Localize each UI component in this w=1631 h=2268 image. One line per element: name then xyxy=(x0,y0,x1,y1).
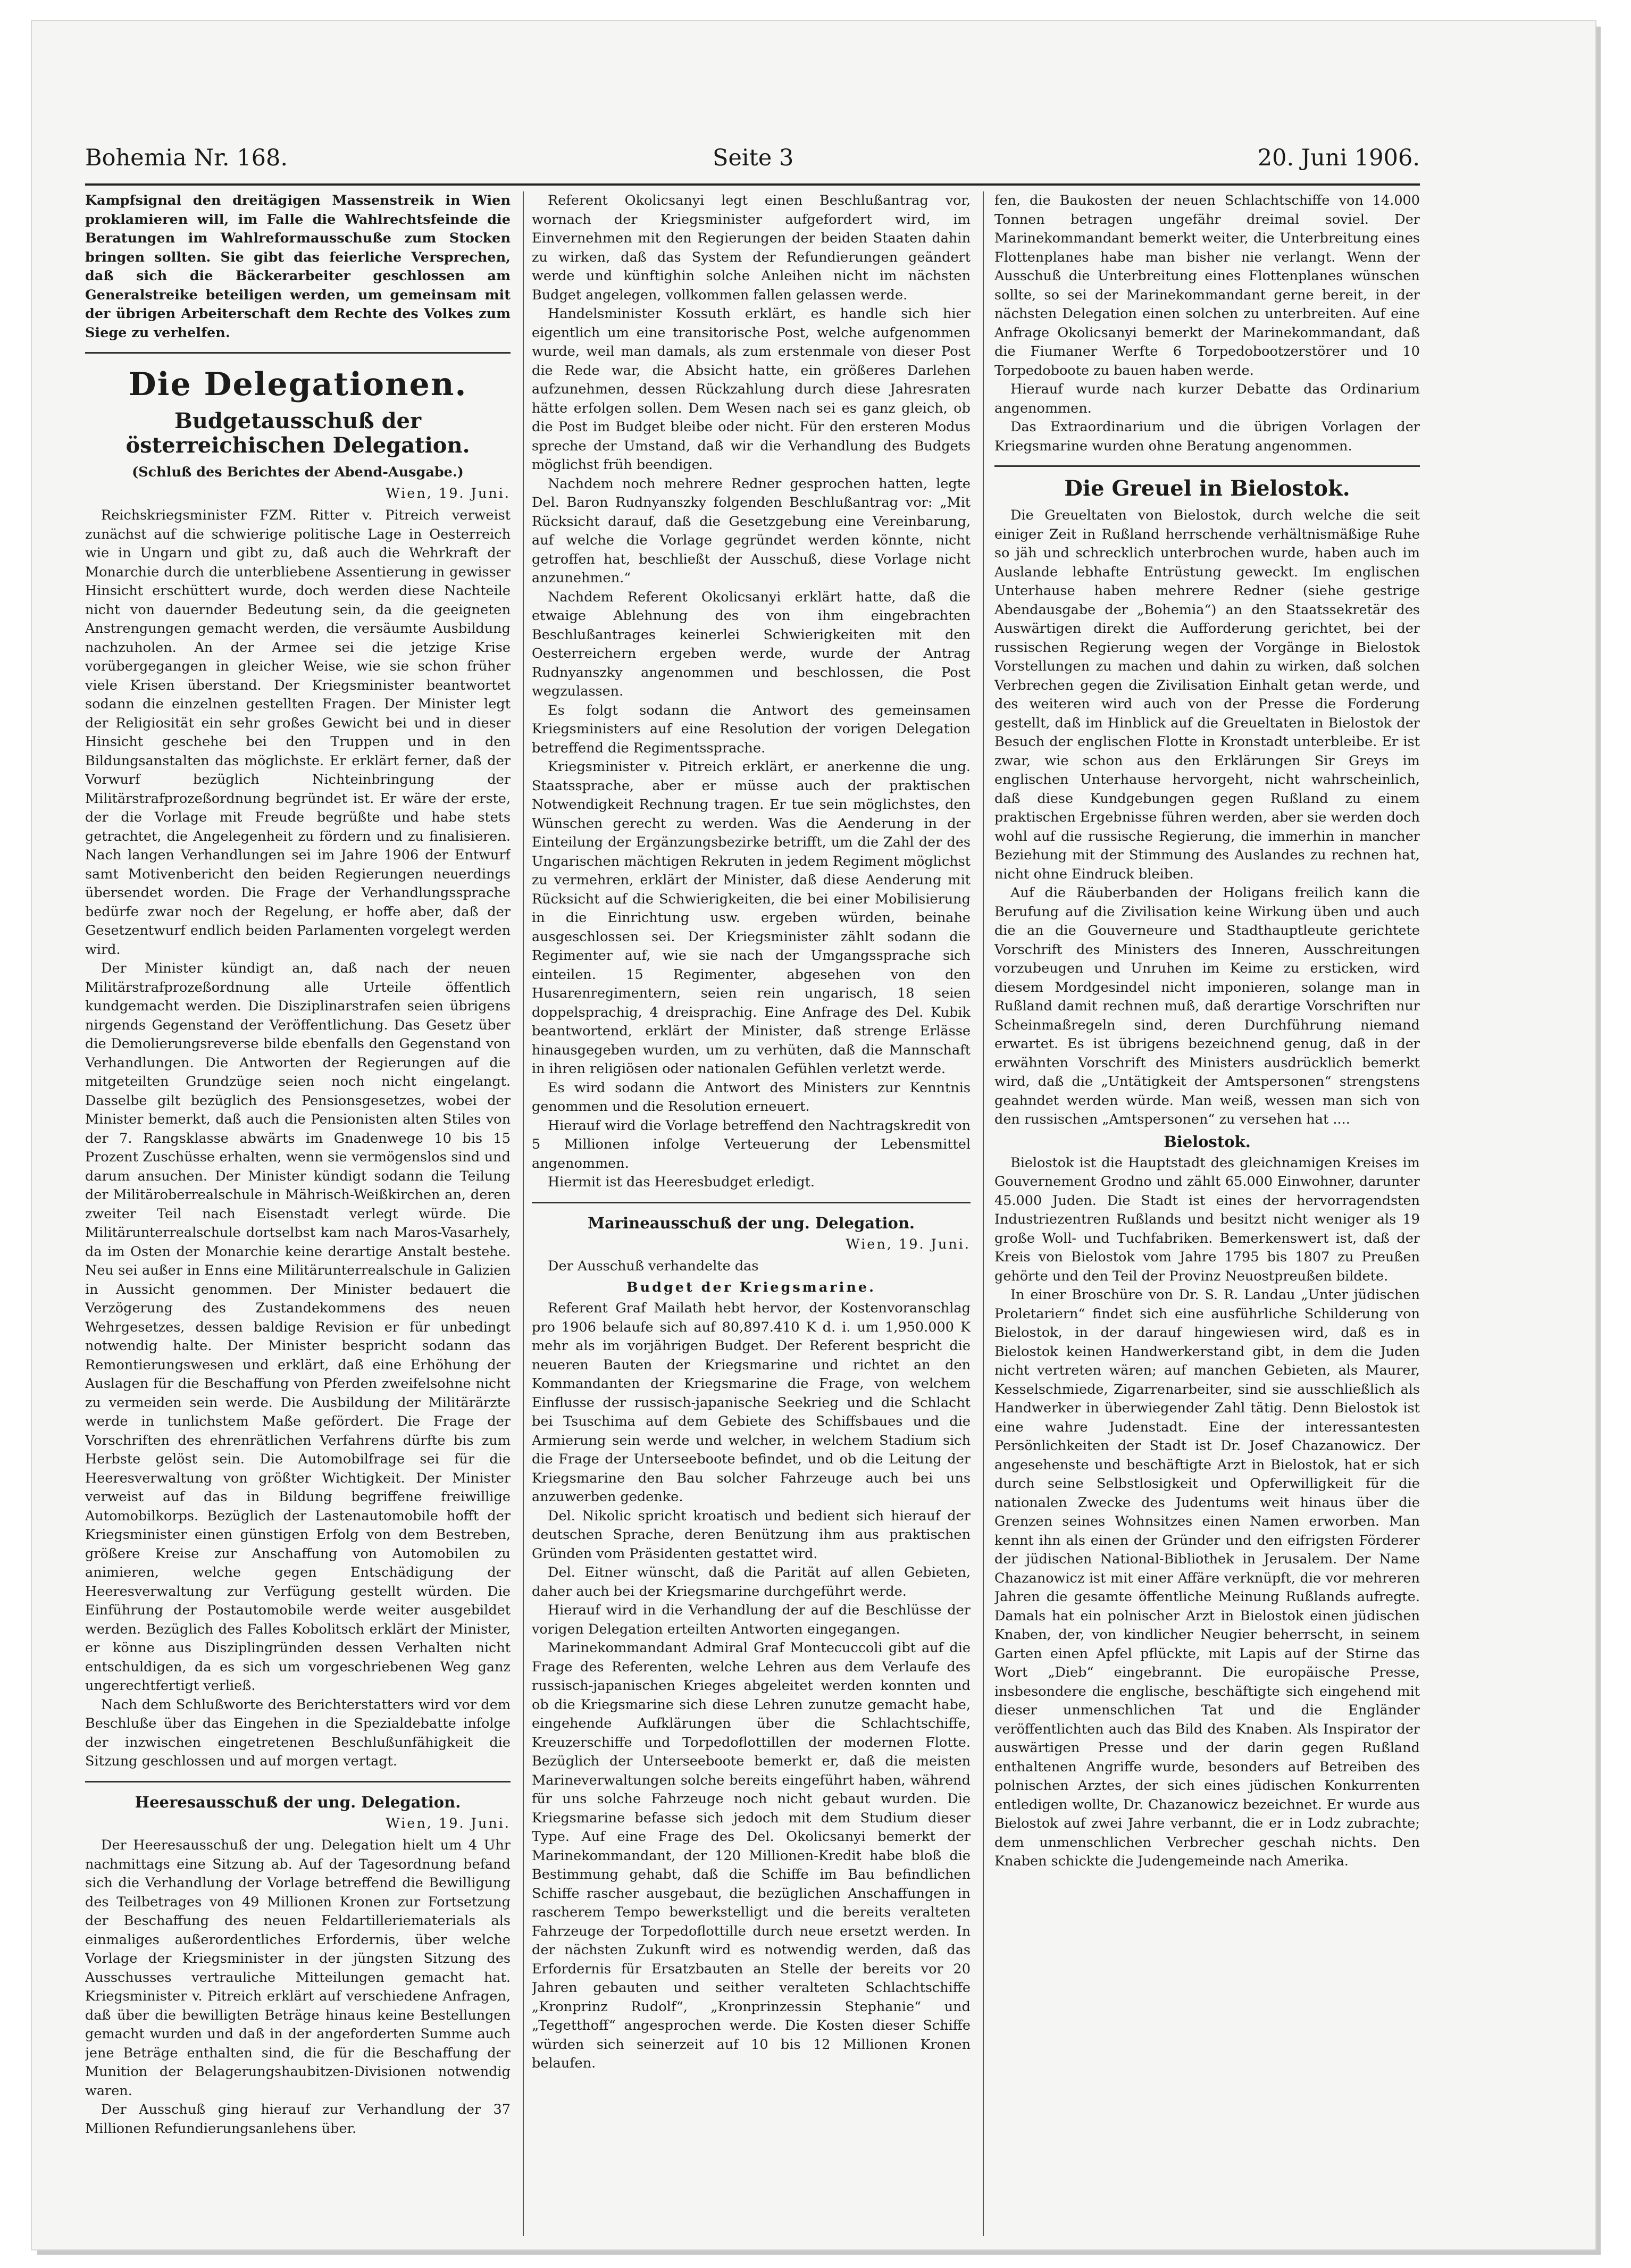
article-paragraph: Del. Eitner wünscht, daß die Parität auf allen Gebieten, daher auch bei der Kriegsmarine durchgeführt werde. xyxy=(532,1564,971,1600)
page-header xyxy=(85,145,1420,177)
column-3 xyxy=(994,191,1420,2220)
dateline: Wien, 19. Juni. xyxy=(386,1815,511,1831)
article-paragraph: Nach dem Schlußworte des Berichterstatters wird vor dem Beschluße über das Eingehen in die Spezialdebatte infolge der inzwischen eingetretenen Beschlußunfähigkeit die Sitzung geschlossen und auf morgen vertagt. xyxy=(85,1696,511,1769)
article-paragraph: Es folgt sodann die Antwort des gemeinsamen Kriegsministers auf eine Resolution der vorigen Delegation betreffend die Regimentssprache. xyxy=(532,702,971,756)
section-rule xyxy=(532,1202,971,1203)
column-divider xyxy=(983,191,984,2236)
header-date: 20. Juni 1906. xyxy=(1257,145,1420,171)
article-paragraph: Der Minister kündigt an, daß nach der neuen Militärstrafprozeßordnung alle Urteile öffentlich kundgemacht werden. Die Disziplinarstrafen seien übrigens nirgends Gegenstand der Veröffentlichung. Das Gesetz über die Demolierungsreverse bilde ebenfalls den Gegenstand von Verhandlungen. Die Antworten der Regierungen auf die mitgeteilten Grundzüge seien noch nicht eingelangt. Dasselbe gilt bezüglich des Pensionsgesetzes, wobei der Minister bemerkt, daß auch die Pensionisten alten Stiles von der 7. Rangsklasse abwärts im Gnadenwege 10 bis 15 Prozent Zuschüsse erhalten, wenn sie vermögenslos sind und darum ansuchen. Der Minister kündigt sodann die Teilung der Militäroberrealschule in Mährisch-Weißkirchen an, deren zweiter Teil nach Eisenstadt verlegt würde. Die Militärunterrealschule dortselbst kam nach Maros-Vasarhely, da im Osten der Monarchie keine derartige Anstalt bestehe. Neu sei außer in Enns eine Militärunterrealschule in Galizien in Aussicht genommen. Der Minister bedauert die Verzögerung des Zustandekommens des neuen Wehrgesetzes, dessen baldige Revision er für unbedingt notwendig halte. Der Minister bespricht sodann das Remontierungswesen und erklärt, daß eine Erhöhung der Auslagen für die Beschaffung von Pferden zweifelsohne nicht zu vermeiden sein werde. Die Ausbildung der Militärärzte werde in tunlichstem Maße gefördert. Die Frage der Vorschriften des ehrenrätlichen Verfahrens dürfte bis zum Herbste gelöst sein. Die Automobilfrage sei für die Heeresverwaltung von größter Wichtigkeit. Der Minister verweist auf das in Bildung begriffene freiwillige Automobilkorps. Bezüglich der Lastenautomobile hofft der Kriegsminister einen günstigen Erfolg von dem Bestreben, größere Kreise zur Anschaffung von Automobilen zu animieren, welche gegen Entschädigung der Heeresverwaltung zur Verfügung gestellt würden. Die Einführung der Postautomobile werde weiter ausgebildet werden. Bezüglich des Falles Kobolitsch erklärt der Minister, er könne aus Disziplingründen dessen Verhalten nicht entschuldigen, da es sich um vorgeschriebenen Weg ganz ungerechtfertigt verließ. xyxy=(85,960,511,1694)
article-paragraph: Handelsminister Kossuth erklärt, es handle sich hier eigentlich um eine transitorische Post, welche aufgenommen wurde, weil man damals, als zum erstenmale von dieser Post die Rede war, die Absicht hatte, ein größeres Darlehen aufzunehmen, dessen Rückzahlung durch diese Jahresraten hätte erfolgen sollen. Dem Wesen nach sei es ganz gleich, ob die Post im Budget bleibe oder nicht. Für den ersteren Modus spreche der Umstand, daß wir die Verhandlung des Budgets möglichst früh beendigen. xyxy=(532,306,971,473)
section-rule xyxy=(85,352,511,354)
article-paragraph: Der Ausschuß ging hierauf zur Verhandlung der 37 Millionen Refundierungsanlehens über. xyxy=(85,2102,511,2137)
article-paragraph: Referent Graf Mailath hebt hervor, der Kostenvoranschlag pro 1906 belaufe sich auf 80,897.410 K d. i. um 1,950.000 K mehr als im vorjährigen Budget. Der Referent bespricht die neueren Bauten der Kriegsmarine und richtet an den Kommandanten der Kriegsmarine die Frage, von welchem Einflusse der russisch-japanische Seekrieg und die Schlacht bei Tsuschima auf dem Gebiete des Schiffsbaues und die Armierung sein werde und welcher, in welchem Stadium sich die Frage der Unterseeboote befindet, und ob die Leitung der Kriegsmarine den Bau solcher Fahrzeuge auch bei uns anzuwerben gedenke. xyxy=(532,1300,971,1505)
section-heading: Heeresausschuß der ung. Delegation. xyxy=(135,1793,461,1811)
article-paragraph: Bielostok ist die Hauptstadt des gleichnamigen Kreises im Gouvernement Grodno und zählt 65.000 Einwohner, darunter 45.000 Juden. Die Stadt ist eines der hervorragendsten Industriezentren Rußlands und besitzt nicht weniger als 19 große Woll- und Tuchfabriken. Bemerkenswert ist, daß der Kreis von Bielostok vom Jahre 1795 bis 1807 zu Preußen gehörte und den Teil der Provinz Neuostpreußen bildete. xyxy=(994,1154,1420,1284)
section-rule xyxy=(85,1781,511,1782)
column-1 xyxy=(85,191,511,2220)
article-paragraph: Auf die Räuberbanden der Holigans freilich kann die Berufung auf die Zivilisation keine Wirkung üben und auch die an die Gouverneure und Stadthauptleute gerichtete Vorschrift des Ministers des Inneren, Ausschreitungen vorzubeugen und Unruhen im Keime zu ersticken, wird diesem Mordgesindel nicht imponieren, solange man in Rußland damit rechnen muß, daß derartige Vorschriften nur Scheinmaßregeln sind, deren Durchführung niemand erwartet. Es ist übrigens bezeichnend genug, daß in der erwähnten Vorschrift des Ministers ausdrücklich bemerkt wird, daß die „Untätigkeit der Amtspersonen“ strengstens geahndet werden würde. Man weiß, wessen man sich von den russischen „Amtspersonen“ zu versehen hat .... xyxy=(994,885,1420,1127)
article-paragraph: Hierauf wurde nach kurzer Debatte das Ordinarium angenommen. xyxy=(994,381,1420,416)
article-paragraph: fen, die Baukosten der neuen Schlachtschiffe von 14.000 Tonnen betragen ungefähr dreimal soviel. Der Marinekommandant bemerkt weiter, die Unterbreitung eines Flottenplanes habe man bisher nie verlangt. Wenn der Ausschuß die Unterbreitung eines Flottenplanes wünschen sollte, so sei der Marinekommandant gerne bereit, in der nächsten Delegation einen solchen zu unterbreiten. Auf eine Anfrage Okolicsanyi bemerkt der Marinekommandant, daß die Fiumaner Werfte 6 Torpedobootzerstörer und 10 Torpedoboote zu bauen haben werde. xyxy=(994,193,1420,379)
article-paragraph: Nachdem noch mehrere Redner gesprochen hatten, legte Del. Baron Rudnyanszky folgenden Beschlußantrag vor: „Mit Rücksicht darauf, daß die Gesetzgebung eine Vereinbarung, auf welche die Vorlage gegründet werden könnte, nicht getroffen hat, beschließt der Ausschuß, diese Vorlage nicht anzunehmen.“ xyxy=(532,475,971,586)
column-divider xyxy=(523,191,524,2236)
article-paragraph: Hierauf wird die Vorlage betreffend den Nachtragskredit von 5 Millionen infolge Verteuerung der Lebensmittel angenommen. xyxy=(532,1117,971,1171)
article-paragraph: Hiermit ist das Heeresbudget erledigt. xyxy=(548,1174,815,1190)
section-title: Die Delegationen. xyxy=(128,366,467,403)
article-paragraph: Der Ausschuß verhandelte das xyxy=(548,1258,759,1274)
article-paragraph: Reichskriegsminister FZM. Ritter v. Pitreich verweist zunächst auf die schwierige politische Lage in Oesterreich wie in Ungarn und gibt zu, daß auch die Wehrkraft der Monarchie durch die unterbliebene Assentierung in gewisser Hinsicht erschüttert wurde, doch werden diese Nachteile nicht von dauernder Bedeutung sein, da die geeigneten Anstrengungen gemacht werden, die versäumte Ausbildung nachzuholen. An der Armee sei die jetzige Krise vorübergegangen in gleicher Weise, wie sie schon früher viele Krisen überstand. Der Kriegsminister beantwortet sodann die einzelnen gestellten Fragen. Der Minister legt der Religiosität ein sehr großes Gewicht bei und in dieser Hinsicht geschehe bei den Truppen und in den Bildungsanstalten das möglichste. Er erklärt ferner, daß der Vorwurf bezüglich Nichteinbringung der Militärstrafprozeßordnung begründet ist. Er wäre der erste, der die Vorlage mit Freude begrüßte und habe stets getrachtet, die Angelegenheit zu fördern und zu finalisieren. Nach langen Verhandlungen sei im Jahre 1906 der Entwurf samt Motivenbericht den beiden Regierungen neuerdings übersendet worden. Die Frage der Verhandlungssprache bedürfe zwar noch der Regelung, er hoffe aber, daß der Gesetzentwurf endlich beiden Parlamenten vorgelegt werden wird. xyxy=(85,507,511,958)
dateline: Wien, 19. Juni. xyxy=(846,1236,971,1252)
article-paragraph: Der Heeresausschuß der ung. Delegation hielt um 4 Uhr nachmittags eine Sitzung ab. Auf der Tagesordnung befand sich die Verhandlung der Vorlage betreffend die Bewilligung des Teilbetrages von 49 Millionen Kronen zur Fortsetzung der Beschaffung des neuen Feldartilleriematerials als einmaliges außerordentliches Erfordernis, über welche Vorlage der Kriegsminister in der jüngsten Sitzung des Ausschusses vertrauliche Mitteilungen gemacht hat. Kriegsminister v. Pitreich erklärt auf verschiedene Anfragen, daß über die bewilligten Beträge hinaus keine Bestellungen gemacht wurden und daß in der angeforderten Summe auch jene Beträge enthalten sind, die für die Beschaffung der Munition der Belagerungshaubitzen-Divisionen notwendig waren. xyxy=(85,1837,511,2099)
article-paragraph: Del. Nikolic spricht kroatisch und bedient sich hierauf der deutschen Sprache, deren Benützung ihm aus praktischen Gründen vom Präsidenten gestattet wird. xyxy=(532,1508,971,1562)
article-paragraph: In einer Broschüre von Dr. S. R. Landau „Unter jüdischen Proletariern“ findet sich eine ausführliche Schilderung von Bielostok, in der darauf hingewiesen wird, daß es in Bielostok keinen Handwerkerstand gibt, in dem die Juden nicht vertreten wären; auf manchen Gebieten, als Maurer, Kesselschmiede, Zigarrenarbeiter, sind sie ausschließlich als Handwerker in überwiegender Zahl tätig. Denn Bielostok ist eine wahre Judenstadt. Eine der interessantesten Persönlichkeiten der Stadt ist Dr. Josef Chazanowicz. Der angesehenste und beschäftigte Arzt in Bielostok, hat er sich durch seine Selbstlosigkeit und Opferwilligkeit für die nationalen Zwecke des Judentums weit hinaus über die Grenzen seines Wohnsitzes einen Namen erworben. Man kennt ihn als einen der Gründer und den eifrigsten Förderer der jüdischen National-Bibliothek in Jerusalem. Der Name Chazanowicz ist mit einer Affäre verknüpft, die vor mehreren Jahren die gesamte öffentliche Meinung Rußlands aufregte. Damals hat ein polnischer Arzt in Bielostok einen jüdischen Knaben, der, von kindlicher Neugier beherrscht, in seinem Garten einen Apfel pflückte, mit Lapis auf der Stirne das Wort „Dieb“ eingebrannt. Die europäische Presse, insbesondere die englische, beschäftigte sich eingehend mit dieser unmenschlichen Tat und die Engländer veröffentlichten auch das Bild des Knaben. Als Inspirator der auswärtigen Presse und der darin gegen Rußland enthaltenen Angriffe wurde, besonders auf Betreiben des polnischen Arztes, der sich eines jüdischen Konkurrenten entledigen wollte, Dr. Chazanowicz bezeichnet. Er wurde aus Bielostok auf zwei Jahre verbannt, die er in Lodz zubrachte; dem unmenschlichen Verbrecher geschah nichts. Den Knaben schickte die Judengemeinde nach Amerika. xyxy=(994,1287,1420,1869)
section-heading: Bielostok. xyxy=(1164,1132,1251,1151)
header-rule xyxy=(85,183,1420,186)
section-heading: Marineausschuß der ung. Delegation. xyxy=(587,1213,915,1232)
header-publication: Bohemia Nr. 168. xyxy=(85,145,288,171)
article-paragraph: Referent Okolicsanyi legt einen Beschlußantrag vor, wornach der Kriegsminister aufgefordert wird, im Einvernehmen mit den Regierungen der beiden Staaten dahin zu wirken, daß das System der Refundierungen geändert werde und künftighin solche Anleihen nicht im nächsten Budget angelegen, vollkommen fallen gelassen werde. xyxy=(532,193,971,303)
article-paragraph: Das Extraordinarium und die übrigen Vorlagen der Kriegsmarine wurden ohne Beratung angenommen. xyxy=(994,419,1420,454)
budget-heading: Budget der Kriegsmarine. xyxy=(626,1279,876,1295)
section-subtitle: Budgetausschuß der österreichischen Delegation. xyxy=(126,408,470,458)
section-rule xyxy=(994,465,1420,467)
article-paragraph: Es wird sodann die Antwort des Ministers zur Kenntnis genommen und die Resolution erneuert. xyxy=(532,1079,971,1115)
header-page-number: Seite 3 xyxy=(713,145,794,171)
section-note: (Schluß des Berichtes der Abend-Ausgabe.) xyxy=(132,464,464,480)
article-paragraph: Kriegsminister v. Pitreich erklärt, er anerkenne die ung. Staatssprache, aber er müsse auch der praktischen Notwendigkeit Rechnung tragen. Er tue sein möglichstes, den Wünschen gerecht zu werden. Was die Aenderung in der Einteilung der Ergänzungsbezirke betrifft, um die Zahl der des Ungarischen mächtigen Rekruten in jedem Regiment möglichst zu vermehren, erklärt der Minister, daß diese Aenderung mit Rücksicht auf die Schwierigkeiten, die bei einer Mobilisierung in die Einrichtung usw. ergeben würden, beinahe ausgeschlossen sei. Der Kriegsminister zählt sodann die Regimenter auf, wie sie nach der Umgangssprache sich einteilen. 15 Regimenter, abgesehen von den Husarenregimentern, seien rein ungarisch, 18 seien doppelsprachig, 4 dreisprachig. Eine Anfrage des Del. Kubik beantwortend, erklärt der Minister, daß strenge Erlässe hinausgegeben wurden, um zu verhüten, daß die Mannschaft in ihren religiösen oder nationalen Gefühlen verletzt werde. xyxy=(532,759,971,1077)
article-paragraph: Hierauf wird in die Verhandlung der auf die Beschlüsse der vorigen Delegation erteilten Antworten eingegangen. xyxy=(532,1602,971,1637)
article-paragraph: Die Greueltaten von Bielostok, durch welche die seit einiger Zeit in Rußland herrschende verhältnismäßige Ruhe so jäh und schrecklich unterbrochen wurde, haben auch im Auslande lebhafte Entrüstung geweckt. Im englischen Unterhause haben mehrere Redner (siehe gestrige Abendausgabe der „Bohemia“) an den Staatssekretär des Auswärtigen direkt die Aufforderung gerichtet, bei der russischen Regierung wegen der Vorgänge in Bielostok Vorstellungen zu machen und dahin zu wirken, daß solchen Verbrechen gegen die Zivilisation Einhalt getan werde, und des weiteren wird auch von der Presse die Forderung gestellt, daß im Hinblick auf die Greueltaten in Bielostok der Besuch der englischen Flotte in Kronstadt unterbleibe. Er ist zwar, wie schon aus den Erklärungen Sir Greys im englischen Unterhause hervorgeht, nicht wahrscheinlich, daß diese Kundgebungen gegen Rußland zu einem praktischen Ergebnisse führen werden, aber sie werden doch wohl auf die russische Regierung, die immerhin in mancher Beziehung mit der Stimmung des Auslandes zu rechnen hat, nicht ohne Eindruck bleiben. xyxy=(994,507,1420,882)
article-paragraph: Marinekommandant Admiral Graf Montecuccoli gibt auf die Frage des Referenten, welche Lehren aus dem Verlaufe des russisch-japanischen Krieges abgeleitet werden konnten und ob die Kriegsmarine sich diese Lehren zunutze gemacht habe, eingehende Aufklärungen über die Schlachtschiffe, Kreuzerschiffe und Torpedoflottillen der modernen Flotte. Bezüglich der Unterseeboote bemerkt er, daß die meisten Marineverwaltungen solche bereits eingeführt haben, während für uns solche Fahrzeuge noch nicht gebaut wurden. Die Kriegsmarine befasse sich jedoch mit dem Studium dieser Type. Auf eine Frage des Del. Okolicsanyi bemerkt der Marinekommandant, der 120 Millionen-Kredit habe bloß die Bestimmung gehabt, daß die Schiffe im Bau befindlichen Schiffe rascher ausgebaut, die bezüglichen Anschaffungen in rascherem Tempo bewerkstelligt und die bereits veralteten Fahrzeuge der Torpedoflottille durch neue ersetzt werden. In der nächsten Zukunft wird es notwendig werden, daß das Erfordernis für Ersatzbauten an Stelle der bereits vor 20 Jahren gebauten und seither veralteten Schlachtschiffe „Kronprinz Rudolf“, „Kronprinzessin Stephanie“ und „Tegetthoff“ angesprochen werde. Die Kosten dieser Schiffe würden sich seinerzeit auf 10 bis 12 Millionen Kronen belaufen. xyxy=(532,1640,971,2071)
article-paragraph: Nachdem Referent Okolicsanyi erklärt hatte, daß die etwaige Ablehnung des von ihm eingebrachten Beschlußantrages keinerlei Schwierigkeiten mit den Oesterreichern ergeben werde, wurde der Antrag Rudnyanszky angenommen und beschlossen, die Post wegzulassen. xyxy=(532,589,971,699)
intro-paragraph: Kampfsignal den dreitägigen Massenstreik in Wien proklamieren will, im Falle die Wahlrechtsfeinde die Beratungen im Wahlreformausschuße zum Stocken bringen sollten. Sie gibt das feierliche Versprechen, daß sich die Bäckerarbeiter geschlossen am Generalstreike beteiligen werden, um gemeinsam mit der übrigen Arbeiterschaft dem Rechte des Volkes zum Siege zu verhelfen. xyxy=(85,193,511,341)
column-2 xyxy=(532,191,971,2220)
section-heading: Die Greuel in Bielostok. xyxy=(1064,476,1350,501)
dateline: Wien, 19. Juni. xyxy=(386,485,511,501)
